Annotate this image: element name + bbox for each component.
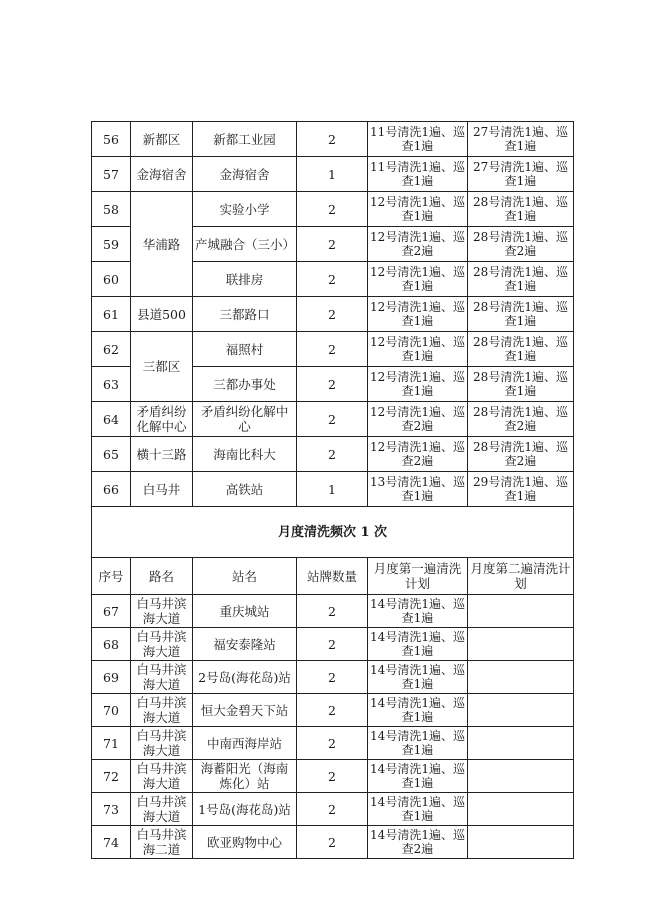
sign-count: 2 <box>297 826 368 859</box>
station-name: 福照村 <box>193 332 297 367</box>
cleaning-schedule-table <box>91 121 574 859</box>
first-plan: 12号清洗1遍、巡查2遍 <box>368 437 468 472</box>
second-plan <box>468 628 574 661</box>
road-name: 横十三路 <box>131 437 193 472</box>
first-plan: 12号清洗1遍、巡查1遍 <box>368 367 468 402</box>
row-number: 72 <box>92 760 131 793</box>
first-plan: 14号清洗1遍、巡查1遍 <box>368 595 468 628</box>
row-number: 65 <box>92 437 131 472</box>
row-number: 69 <box>92 661 131 694</box>
second-plan <box>468 727 574 760</box>
first-plan: 12号清洗1遍、巡查1遍 <box>368 192 468 227</box>
station-name: 产城融合（三小） <box>193 227 297 262</box>
road-name: 金海宿舍 <box>131 157 193 192</box>
header-station: 站名 <box>193 558 297 595</box>
row-number: 71 <box>92 727 131 760</box>
row-number: 60 <box>92 262 131 297</box>
road-name: 白马井滨海大道 <box>131 727 193 760</box>
road-name: 白马井滨海大道 <box>131 793 193 826</box>
first-plan: 12号清洗1遍、巡查1遍 <box>368 332 468 367</box>
first-plan: 12号清洗1遍、巡查1遍 <box>368 297 468 332</box>
station-name: 恒大金碧天下站 <box>193 694 297 727</box>
first-plan: 14号清洗1遍、巡查1遍 <box>368 793 468 826</box>
sign-count: 2 <box>297 661 368 694</box>
first-plan: 14号清洗1遍、巡查1遍 <box>368 661 468 694</box>
road-name: 新都区 <box>131 122 193 157</box>
second-plan: 28号清洗1遍、巡查1遍 <box>468 332 574 367</box>
sign-count: 2 <box>297 437 368 472</box>
table-row <box>92 157 574 192</box>
second-plan: 27号清洗1遍、巡查1遍 <box>468 157 574 192</box>
table-row <box>92 332 574 367</box>
row-number: 66 <box>92 472 131 507</box>
station-name: 2号岛(海花岛)站 <box>193 661 297 694</box>
sign-count: 2 <box>297 297 368 332</box>
sign-count: 2 <box>297 402 368 437</box>
sign-count: 2 <box>297 595 368 628</box>
row-number: 70 <box>92 694 131 727</box>
second-plan: 28号清洗1遍、巡查2遍 <box>468 227 574 262</box>
section-title-row <box>92 507 574 558</box>
header-count: 站牌数量 <box>297 558 368 595</box>
table-row <box>92 297 574 332</box>
station-name: 金海宿舍 <box>193 157 297 192</box>
second-plan <box>468 595 574 628</box>
station-name: 三都路口 <box>193 297 297 332</box>
sign-count: 2 <box>297 192 368 227</box>
road-name: 白马井 <box>131 472 193 507</box>
first-plan: 14号清洗1遍、巡查1遍 <box>368 694 468 727</box>
second-plan <box>468 694 574 727</box>
row-number: 58 <box>92 192 131 227</box>
table-row <box>92 826 574 859</box>
header-row <box>92 558 574 595</box>
road-name: 华浦路 <box>131 192 193 297</box>
station-name: 1号岛(海花岛)站 <box>193 793 297 826</box>
road-name: 白马井滨海大道 <box>131 595 193 628</box>
station-name: 新都工业园 <box>193 122 297 157</box>
row-number: 59 <box>92 227 131 262</box>
second-plan <box>468 793 574 826</box>
sign-count: 2 <box>297 262 368 297</box>
second-plan: 28号清洗1遍、巡查1遍 <box>468 262 574 297</box>
table-row <box>92 727 574 760</box>
row-number: 67 <box>92 595 131 628</box>
first-plan: 14号清洗1遍、巡查1遍 <box>368 628 468 661</box>
station-name: 中南西海岸站 <box>193 727 297 760</box>
section-title: 月度清洗频次 1 次 <box>92 507 574 558</box>
first-plan: 11号清洗1遍、巡查1遍 <box>368 122 468 157</box>
table-row <box>92 661 574 694</box>
station-name: 海蓄阳光（海南炼化）站 <box>193 760 297 793</box>
row-number: 68 <box>92 628 131 661</box>
row-number: 64 <box>92 402 131 437</box>
station-name: 欧亚购物中心 <box>193 826 297 859</box>
station-name: 海南比科大 <box>193 437 297 472</box>
table-row <box>92 437 574 472</box>
header-number: 序号 <box>92 558 131 595</box>
station-name: 福安泰隆站 <box>193 628 297 661</box>
second-plan <box>468 760 574 793</box>
sign-count: 1 <box>297 472 368 507</box>
road-name: 县道500 <box>131 297 193 332</box>
row-number: 73 <box>92 793 131 826</box>
second-plan: 29号清洗1遍、巡查1遍 <box>468 472 574 507</box>
sign-count: 2 <box>297 227 368 262</box>
road-name: 白马井滨海大道 <box>131 628 193 661</box>
station-name: 实验小学 <box>193 192 297 227</box>
road-name: 白马井滨海二道 <box>131 826 193 859</box>
table-row <box>92 122 574 157</box>
row-number: 61 <box>92 297 131 332</box>
sign-count: 2 <box>297 122 368 157</box>
second-plan: 28号清洗1遍、巡查2遍 <box>468 437 574 472</box>
sign-count: 2 <box>297 367 368 402</box>
sign-count: 2 <box>297 760 368 793</box>
station-name: 联排房 <box>193 262 297 297</box>
table-row <box>92 793 574 826</box>
road-name: 白马井滨海大道 <box>131 661 193 694</box>
first-plan: 14号清洗1遍、巡查2遍 <box>368 826 468 859</box>
second-plan: 28号清洗1遍、巡查1遍 <box>468 297 574 332</box>
row-number: 57 <box>92 157 131 192</box>
sign-count: 1 <box>297 157 368 192</box>
table-row <box>92 472 574 507</box>
first-plan: 12号清洗1遍、巡查2遍 <box>368 227 468 262</box>
first-plan: 13号清洗1遍、巡查1遍 <box>368 472 468 507</box>
sign-count: 2 <box>297 727 368 760</box>
first-plan: 14号清洗1遍、巡查1遍 <box>368 727 468 760</box>
second-plan: 27号清洗1遍、巡查1遍 <box>468 122 574 157</box>
header-road: 路名 <box>131 558 193 595</box>
sign-count: 2 <box>297 628 368 661</box>
table-row <box>92 402 574 437</box>
station-name: 三都办事处 <box>193 367 297 402</box>
first-plan: 14号清洗1遍、巡查1遍 <box>368 760 468 793</box>
second-plan: 28号清洗1遍、巡查1遍 <box>468 192 574 227</box>
row-number: 56 <box>92 122 131 157</box>
sign-count: 2 <box>297 332 368 367</box>
sign-count: 2 <box>297 694 368 727</box>
station-name: 高铁站 <box>193 472 297 507</box>
row-number: 74 <box>92 826 131 859</box>
station-name: 矛盾纠纷化解中心 <box>193 402 297 437</box>
table-row <box>92 628 574 661</box>
second-plan: 28号清洗1遍、巡查1遍 <box>468 367 574 402</box>
road-name: 白马井滨海大道 <box>131 694 193 727</box>
road-name: 矛盾纠纷化解中心 <box>131 402 193 437</box>
road-name: 三都区 <box>131 332 193 402</box>
row-number: 63 <box>92 367 131 402</box>
table-row <box>92 192 574 227</box>
table-row <box>92 694 574 727</box>
table-row <box>92 595 574 628</box>
second-plan <box>468 661 574 694</box>
table-row <box>92 760 574 793</box>
station-name: 重庆城站 <box>193 595 297 628</box>
header-first-plan: 月度第一遍清洗计划 <box>368 558 468 595</box>
first-plan: 12号清洗1遍、巡查1遍 <box>368 262 468 297</box>
header-second-plan: 月度第二遍清洗计划 <box>468 558 574 595</box>
second-plan <box>468 826 574 859</box>
first-plan: 12号清洗1遍、巡查2遍 <box>368 402 468 437</box>
row-number: 62 <box>92 332 131 367</box>
road-name: 白马井滨海大道 <box>131 760 193 793</box>
sign-count: 2 <box>297 793 368 826</box>
first-plan: 11号清洗1遍、巡查1遍 <box>368 157 468 192</box>
second-plan: 28号清洗1遍、巡查2遍 <box>468 402 574 437</box>
